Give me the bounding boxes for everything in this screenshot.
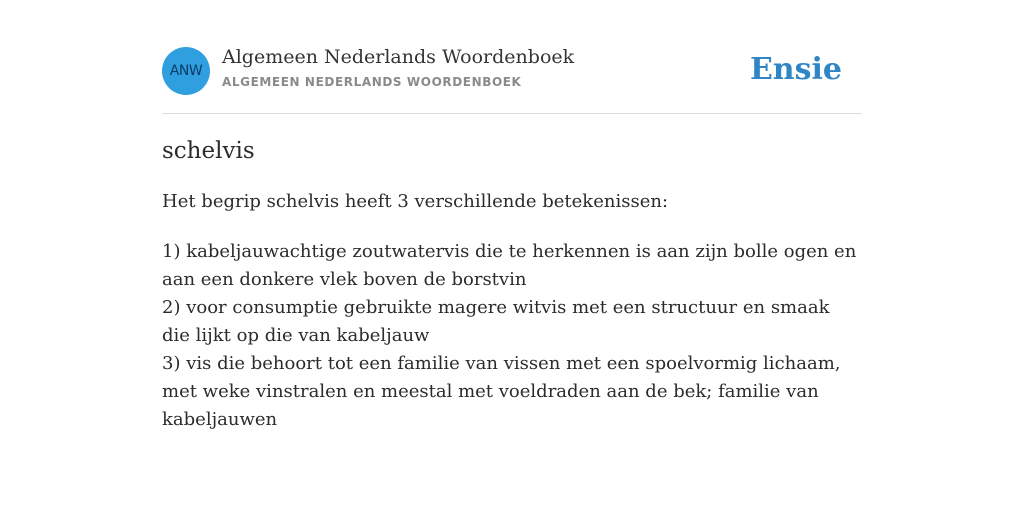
page-content [162, 0, 862, 430]
source-logo-text: ANW [169, 63, 203, 79]
term-heading: schelvis [162, 138, 255, 164]
definitions-list [162, 238, 862, 434]
definition-item: 2) voor consumptie gebruikte magere witvis met een structuur en smaak die lijkt op die van kabeljauw [162, 297, 830, 346]
definition-item: 1) kabeljauwachtige zoutwatervis die te herkennen is aan zijn bolle ogen en aan een donkere vlek boven de borstvin [162, 241, 857, 290]
source-logo[interactable] [162, 47, 210, 95]
source-title[interactable]: Algemeen Nederlands Woordenboek [222, 46, 575, 68]
definitions-intro: Het begrip schelvis heeft 3 verschillende betekenissen: [162, 191, 669, 212]
definition-item: 3) vis die behoort tot een familie van vissen met een spoelvormig lichaam, met weke vinstralen en meestal met voeldraden aan de bek; familie van kabeljauwen [162, 353, 841, 430]
source-subtitle: ALGEMEEN NEDERLANDS WOORDENBOEK [222, 75, 522, 89]
ensie-logo[interactable]: Ensie [749, 52, 842, 87]
source-header [162, 0, 862, 114]
